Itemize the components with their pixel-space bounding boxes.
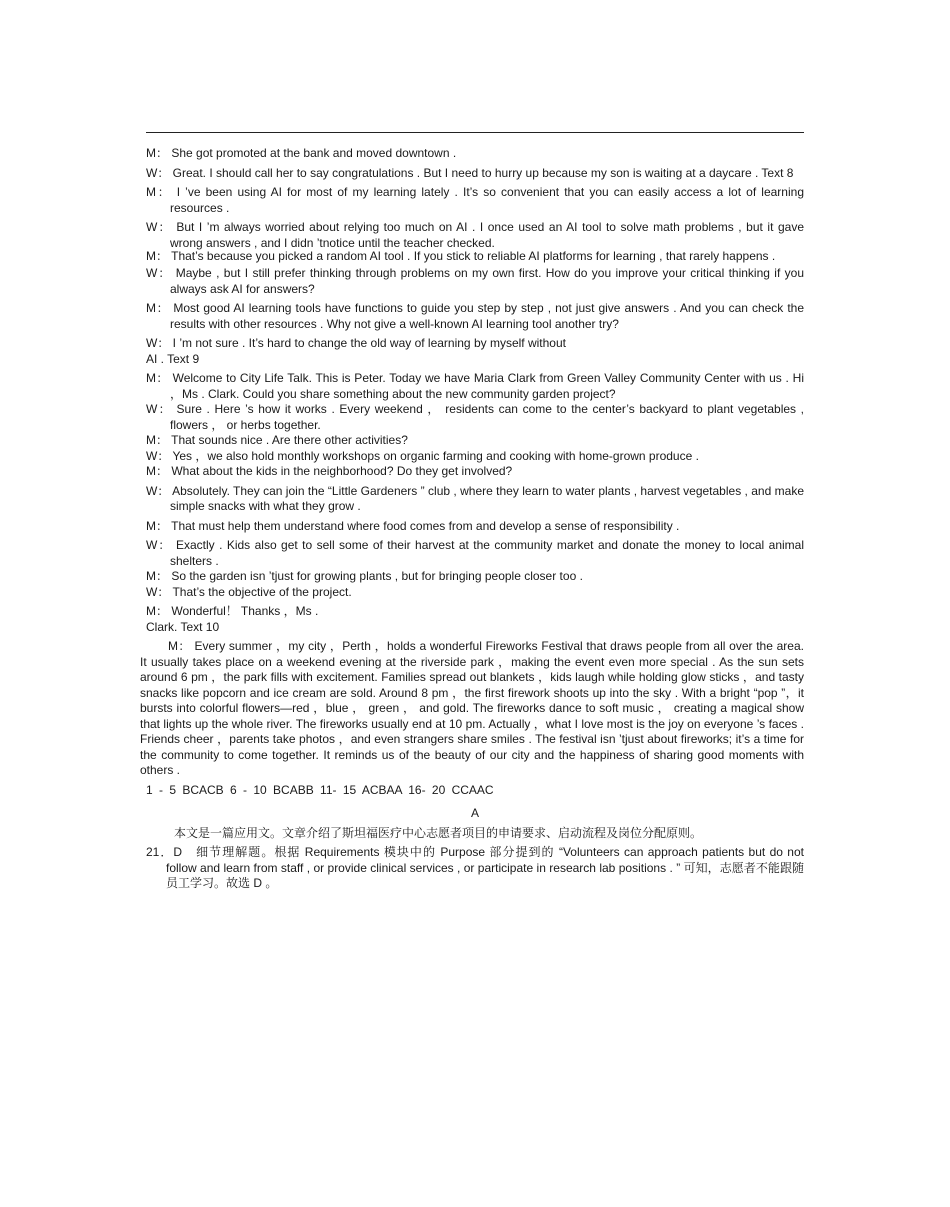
dialog-line: W： Absolutely. They can join the “Little Gardeners ” club , where they learn to water plants , harvest vegetables , and make simple snacks with what they grow . — [146, 483, 804, 513]
dialog-line: M： I ’ve been using AI for most of my learning lately . It’s so convenient that you can easily access a lot of learning resources . — [146, 185, 804, 215]
dialog-line: M： That must help them understand where food comes from and develop a sense of responsibility . — [146, 518, 680, 533]
dialog-line: M： So the garden isn ’tjust for growing plants , but for bringing people closer too . — [146, 569, 583, 583]
text10-block — [140, 639, 804, 779]
dialog-line: M： What about the kids in the neighborhood? Do they get involved? — [146, 464, 513, 478]
dialog-line: M： She got promoted at the bank and moved downtown . — [146, 146, 457, 160]
dialog-line: Clark. Text 10 — [146, 619, 220, 634]
question-21-explanation: 21．D 细节理解题。根据 Requirements 模块中的 Purpose 部分提到的 “Volunteers can approach patients but do not follow and learn from staff , or provide clinical services , or participate in research lab positions . ” 可知，志愿者不能跟随员工学习。故选 D 。 — [146, 845, 804, 890]
dialog-line: W： Sure . Here ’s how it works . Every weekend ， residents can come to the center’s backyard to plant vegetables , flowers ， or herbs together. — [146, 402, 804, 432]
dialog-line: AI . Text 9 — [146, 351, 200, 366]
dialog-line: M： Most good AI learning tools have functions to guide you step by step , not just give answers . And you can check the results with other resources . Why not give a well-known AI learning tool another try? — [146, 301, 804, 331]
answer-key: 1 - 5 BCACB 6 - 10 BCABB 11- 15 ACBAA 16- 20 CCAAC — [146, 782, 494, 797]
dialog-line: W： I ’m not sure . It’s hard to change the old way of learning by myself without — [146, 336, 566, 350]
dialog-line: W： Great. I should call her to say congratulations . But I need to hurry up because my son is waiting at a daycare . Text 8 — [146, 165, 794, 180]
dialog-line: W： Maybe , but I still prefer thinking through problems on my own first. How do you improve your critical thinking if you always ask AI for answers? — [146, 266, 804, 296]
section-heading: A — [470, 806, 479, 820]
passage-summary: 本文是一篇应用文。文章介绍了斯坦福医疗中心志愿者项目的申请要求、启动流程及岗位分配原则。 — [174, 825, 703, 840]
dialog-line: W： Exactly . Kids also get to sell some of their harvest at the community market and donate the money to local animal shelters . — [146, 538, 804, 568]
dialog-line: M： Welcome to City Life Talk. This is Peter. Today we have Maria Clark from Green Valley Community Center with us . Hi ，Ms . Clark. Could you share something about the new community garden project? — [146, 371, 804, 401]
dialog-line: M： Wonderful！ Thanks ，Ms . — [146, 604, 319, 618]
dialog-line: M： That sounds nice . Are there other activities? — [146, 433, 408, 447]
top-rule — [146, 132, 804, 133]
dialog-line: M： That’s because you picked a random AI tool . If you stick to reliable AI platforms for learning , that rarely happens . — [146, 249, 776, 263]
dialog-line: W： Yes ，we also hold monthly workshops on organic farming and cooking with home-grown produce . — [146, 448, 699, 463]
dialog-line: W： That’s the objective of the project. — [146, 584, 352, 599]
text10-paragraph: M： Every summer ，my city ，Perth ，holds a wonderful Fireworks Festival that draws people from all over the area. It usually takes place on a weekend evening at the riverside park ，making the event even more special . As the sun sets around 6 pm ，the park fills with excitement. Families spread out blankets ，kids laugh while holding glow sticks ，and tasty snacks like popcorn and ice cream are sold. Around 8 pm ，the first firework shoots up into the sky . With a bright “pop ”，it bursts into colorful flowers—red ，blue ， green ， and gold. The fireworks dance to soft music ， creating a magical show that lights up the whole river. The fireworks usually end at 10 pm. Actually ，what I love most is the joy on everyone ’s faces . Friends cheer ，parents take photos ，and even strangers share smiles . The festival isn ’tjust about fireworks; it’s a time for the community to come together. It reminds us of the beauty of our city and the happiness of sharing good moments with others . — [140, 639, 804, 777]
dialog-line: W： But I ’m always worried about relying too much on AI . I once used an AI tool to solve math problems , but it gave wrong answers , and I didn ’tnotice until the teacher checked. — [146, 220, 804, 250]
document-body — [140, 146, 804, 892]
